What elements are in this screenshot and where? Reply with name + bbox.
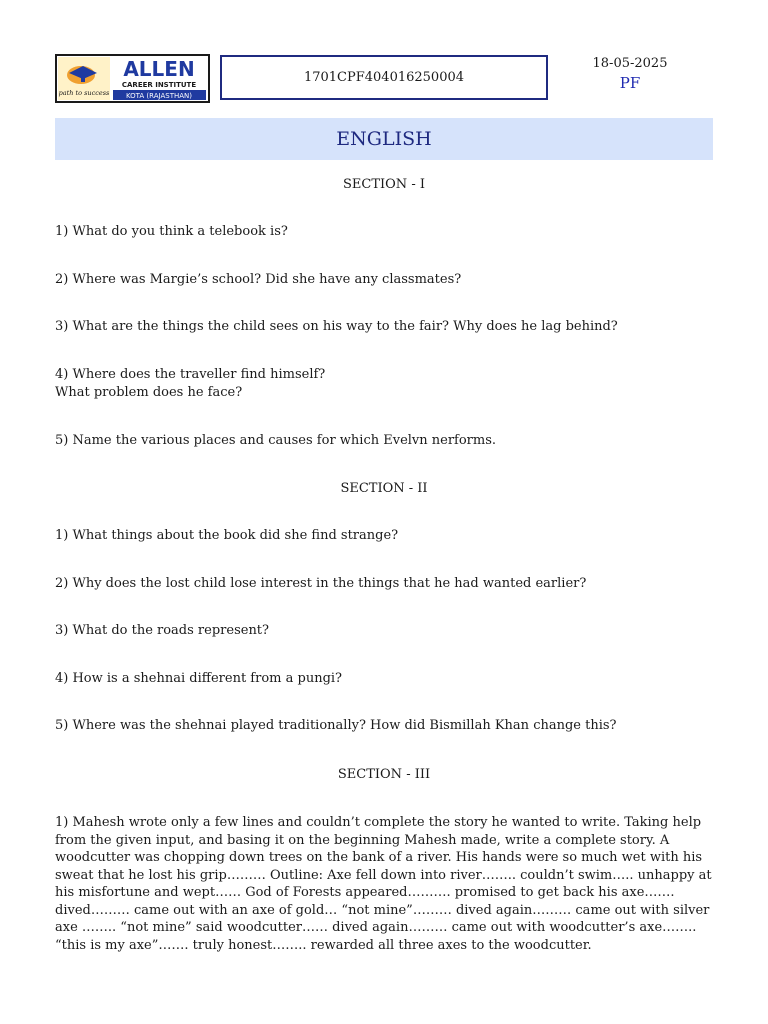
subject-title: ENGLISH bbox=[336, 128, 432, 150]
question-line: 4) How is a shehnai different from a pungi? bbox=[55, 671, 343, 686]
question-line: 2) Where was Margie’s school? Did she have any classmates? bbox=[55, 272, 462, 287]
question-line: “this is my axe”……. truly honest…….. rewarded all three axes to the woodcutter. bbox=[55, 937, 592, 953]
question bbox=[55, 271, 715, 289]
question bbox=[55, 670, 715, 688]
question-line: woodcutter was chopping down trees on the bank of a river. His hands were so much wet with his bbox=[55, 850, 703, 865]
question-line: 1) Mahesh wrote only a few lines and couldn’t complete the story he wanted to write. Taking help bbox=[55, 815, 702, 830]
question-line: What problem does he face? bbox=[55, 384, 243, 400]
question-line: 1) What things about the book did she find strange? bbox=[55, 528, 399, 543]
logo-brand: ALLEN bbox=[123, 57, 195, 81]
question bbox=[55, 366, 715, 401]
question-line: from the given input, and basing it on the beginning Mahesh made, write a complete story. A bbox=[55, 832, 670, 848]
question-line: his misfortune and wept…… God of Forests appeared………. promised to get back his axe……. bbox=[55, 885, 675, 900]
paper-code-box bbox=[220, 55, 548, 100]
logo-line1: CAREER INSTITUTE bbox=[121, 81, 197, 89]
allen-logo bbox=[55, 54, 210, 103]
question bbox=[55, 814, 715, 954]
section-title: SECTION - II bbox=[340, 481, 428, 496]
question-line: 5) Name the various places and causes for which Evelvn nerforms. bbox=[55, 433, 497, 448]
question bbox=[55, 717, 715, 735]
logo-line2: KOTA (RAJASTHAN) bbox=[125, 92, 193, 100]
paper-type-tag: PF bbox=[619, 74, 641, 92]
question-line: sweat that he lost his grip……… Outline: Axe fell down into river…….. couldn’t swim….. unhappy at bbox=[55, 867, 712, 883]
subject-banner bbox=[55, 118, 713, 160]
question bbox=[55, 432, 715, 450]
question-line: 3) What are the things the child sees on his way to the fair? Why does he lag behind? bbox=[55, 319, 618, 334]
question bbox=[55, 575, 715, 593]
question-line: 1) What do you think a telebook is? bbox=[55, 224, 288, 239]
question bbox=[55, 318, 715, 336]
question bbox=[55, 527, 715, 545]
paper-code: 1701CPF404016250004 bbox=[303, 70, 465, 85]
exam-date: 18-05-2025 bbox=[592, 56, 668, 71]
question bbox=[55, 223, 715, 241]
question-line: 3) What do the roads represent? bbox=[55, 623, 270, 638]
logo-tagline: path to success bbox=[58, 89, 110, 97]
section-title: SECTION - III bbox=[337, 767, 431, 782]
section-title: SECTION - I bbox=[343, 177, 425, 192]
question-line: dived……… came out with an axe of gold… “not mine”……… dived again……… came out with silver bbox=[55, 902, 710, 918]
allen-logo-graphic bbox=[57, 56, 208, 101]
question-line: 5) Where was the shehnai played traditionally? How did Bismillah Khan change this? bbox=[55, 718, 617, 733]
question-line: axe …….. “not mine” said woodcutter…… dived again……… came out with woodcutter’s axe…….. bbox=[55, 920, 697, 935]
question-line: 4) Where does the traveller find himself? bbox=[55, 367, 326, 382]
question-line: 2) Why does the lost child lose interest in the things that he had wanted earlier? bbox=[55, 576, 587, 591]
question bbox=[55, 622, 715, 640]
